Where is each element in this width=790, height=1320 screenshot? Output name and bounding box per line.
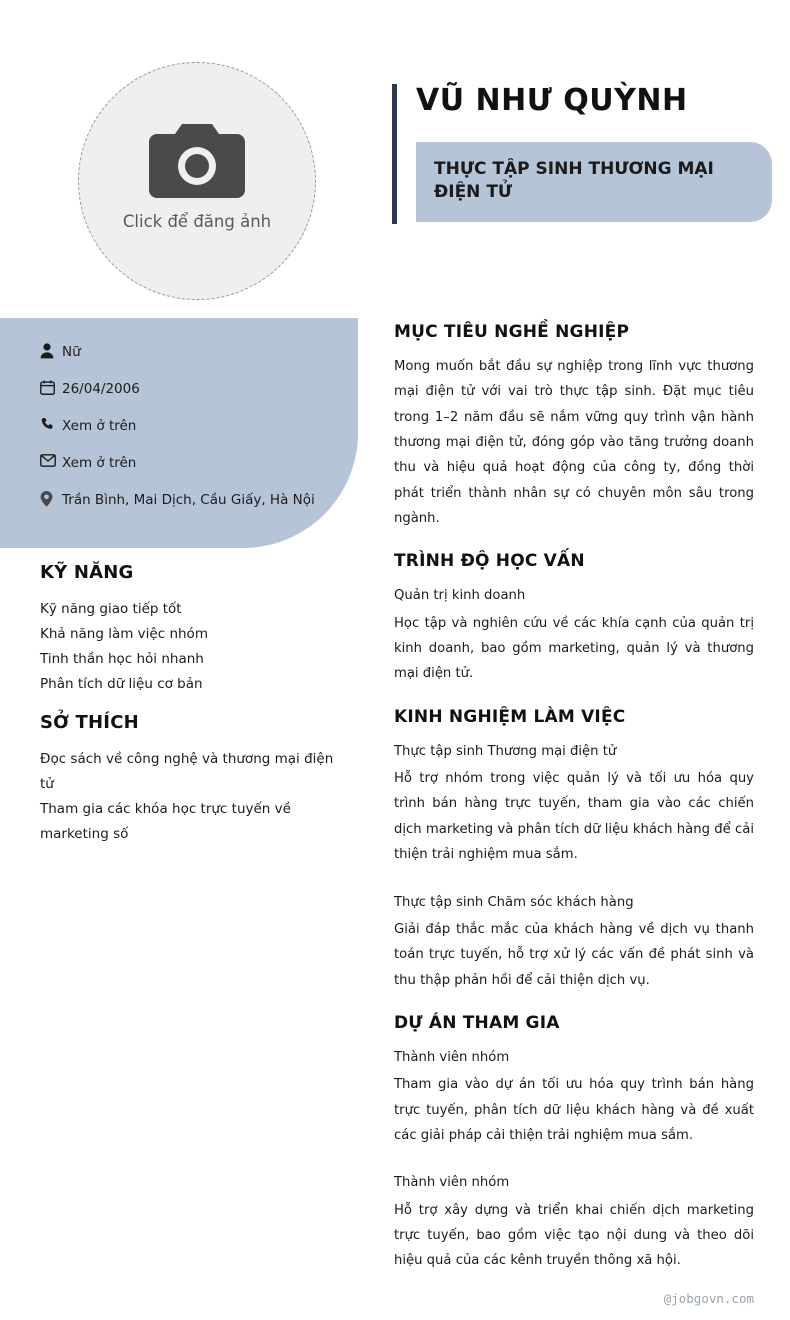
skill-item: Khả năng làm việc nhóm — [40, 625, 208, 642]
experience-description: Giải đáp thắc mắc của khách hàng về dịch vụ thanh toán trực tuyến, hỗ trợ xử lý các vấn đề phát sinh và thu thập phản hồi để cải thiện dịch vụ. — [394, 921, 754, 988]
left-column — [0, 0, 358, 1320]
name-accent-bar — [392, 84, 397, 224]
skill-item: Tinh thần học hỏi nhanh — [40, 650, 204, 667]
photo-upload-area[interactable] — [78, 62, 316, 300]
experience-description: Hỗ trợ nhóm trong việc quản lý và tối ưu hóa quy trình bán hàng trực tuyến, tham gia vào các chiến dịch marketing và phân tích dữ liệu khách hàng để cải thiện trải nghiệm mua sắm. — [394, 771, 754, 863]
contact-item-gender — [40, 342, 330, 363]
contact-item-address — [40, 490, 330, 511]
objective-text: Mong muốn bắt đầu sự nghiệp trong lĩnh vực thương mại điện tử với vai trò thực tập sinh. Đặt mục tiêu trong 1–2 năm đầu sẽ nắm vững quy trình vận hành thương mại điện tử, đóng góp vào tăng trưởng doanh thu và hiệu quả hoạt động của công ty, đồng thời phát triển thành nhân sự có chuyên môn sâu trong ngành. — [394, 359, 754, 527]
objective-section — [394, 322, 754, 531]
objective-heading: MỤC TIÊU NGHỀ NGHIỆP — [394, 322, 630, 342]
education-description: Học tập và nghiên cứu về các khía cạnh của quản trị kinh doanh, bao gồm marketing, quản lý và thương mại điện tử. — [394, 615, 754, 682]
education-major: Quản trị kinh doanh — [394, 588, 526, 604]
contact-value: Trần Bình, Mai Dịch, Cầu Giấy, Hà Nội — [62, 491, 315, 508]
photo-upload-label: Click để đăng ảnh — [122, 211, 272, 231]
contact-item-phone — [40, 416, 330, 437]
project-description: Hỗ trợ xây dựng và triển khai chiến dịch marketing trực tuyến, bao gồm việc tạo nội dung và theo dõi hiệu quả của các kênh truyền thông xã hội. — [394, 1202, 754, 1269]
watermark: @jobgovn.com — [663, 1291, 754, 1306]
project-description: Tham gia vào dự án tối ưu hóa quy trình bán hàng trực tuyến, phân tích dữ liệu khách hàng và đề xuất các giải pháp cải thiện trải nghiệm mua sắm. — [394, 1077, 754, 1143]
skill-item: Phân tích dữ liệu cơ bản — [40, 675, 203, 692]
contact-item-birthdate — [40, 379, 330, 400]
hobby-item: Đọc sách về công nghệ và thương mại điện tử — [40, 751, 334, 792]
skill-item: Kỹ năng giao tiếp tốt — [40, 601, 182, 617]
project-role: Thành viên nhóm — [394, 1175, 510, 1191]
right-column — [394, 322, 754, 1294]
contact-value: Xem ở trên — [62, 454, 137, 471]
hobbies-heading: SỞ THÍCH — [40, 712, 139, 733]
project-role: Thành viên nhóm — [394, 1049, 510, 1065]
hobbies-section — [40, 712, 340, 847]
projects-section — [394, 1013, 754, 1274]
skills-heading: KỸ NĂNG — [40, 562, 134, 583]
calendar-icon — [40, 379, 62, 395]
job-title: THỰC TẬP SINH THƯƠNG MẠI ĐIỆN TỬ — [434, 159, 714, 202]
contact-list — [40, 342, 330, 527]
location-pin-icon — [40, 490, 62, 507]
contact-item-email — [40, 453, 330, 474]
candidate-name: VŨ NHƯ QUỲNH — [416, 83, 688, 118]
spacer — [394, 1158, 754, 1170]
education-heading: TRÌNH ĐỘ HỌC VẤN — [394, 551, 585, 572]
experience-role: Thực tập sinh Thương mại điện tử — [394, 743, 617, 759]
experience-role: Thực tập sinh Chăm sóc khách hàng — [394, 894, 634, 910]
projects-heading: DỰ ÁN THAM GIA — [394, 1012, 560, 1033]
phone-icon — [40, 416, 62, 432]
experience-section — [394, 707, 754, 993]
job-title-band — [416, 142, 772, 222]
contact-value: Nữ — [62, 344, 81, 360]
camera-icon — [149, 124, 245, 198]
education-section — [394, 551, 754, 686]
experience-heading: KINH NGHIỆM LÀM VIỆC — [394, 706, 626, 727]
header-block — [394, 0, 754, 202]
hobby-item: Tham gia các khóa học trực tuyến về marketing số — [40, 800, 291, 842]
photo-placeholder-circle[interactable] — [78, 62, 316, 300]
mail-icon — [40, 453, 62, 467]
spacer — [394, 878, 754, 890]
contact-value: 26/04/2006 — [62, 380, 140, 397]
contact-value: Xem ở trên — [62, 417, 137, 434]
skills-section — [40, 562, 340, 697]
person-icon — [40, 342, 62, 359]
